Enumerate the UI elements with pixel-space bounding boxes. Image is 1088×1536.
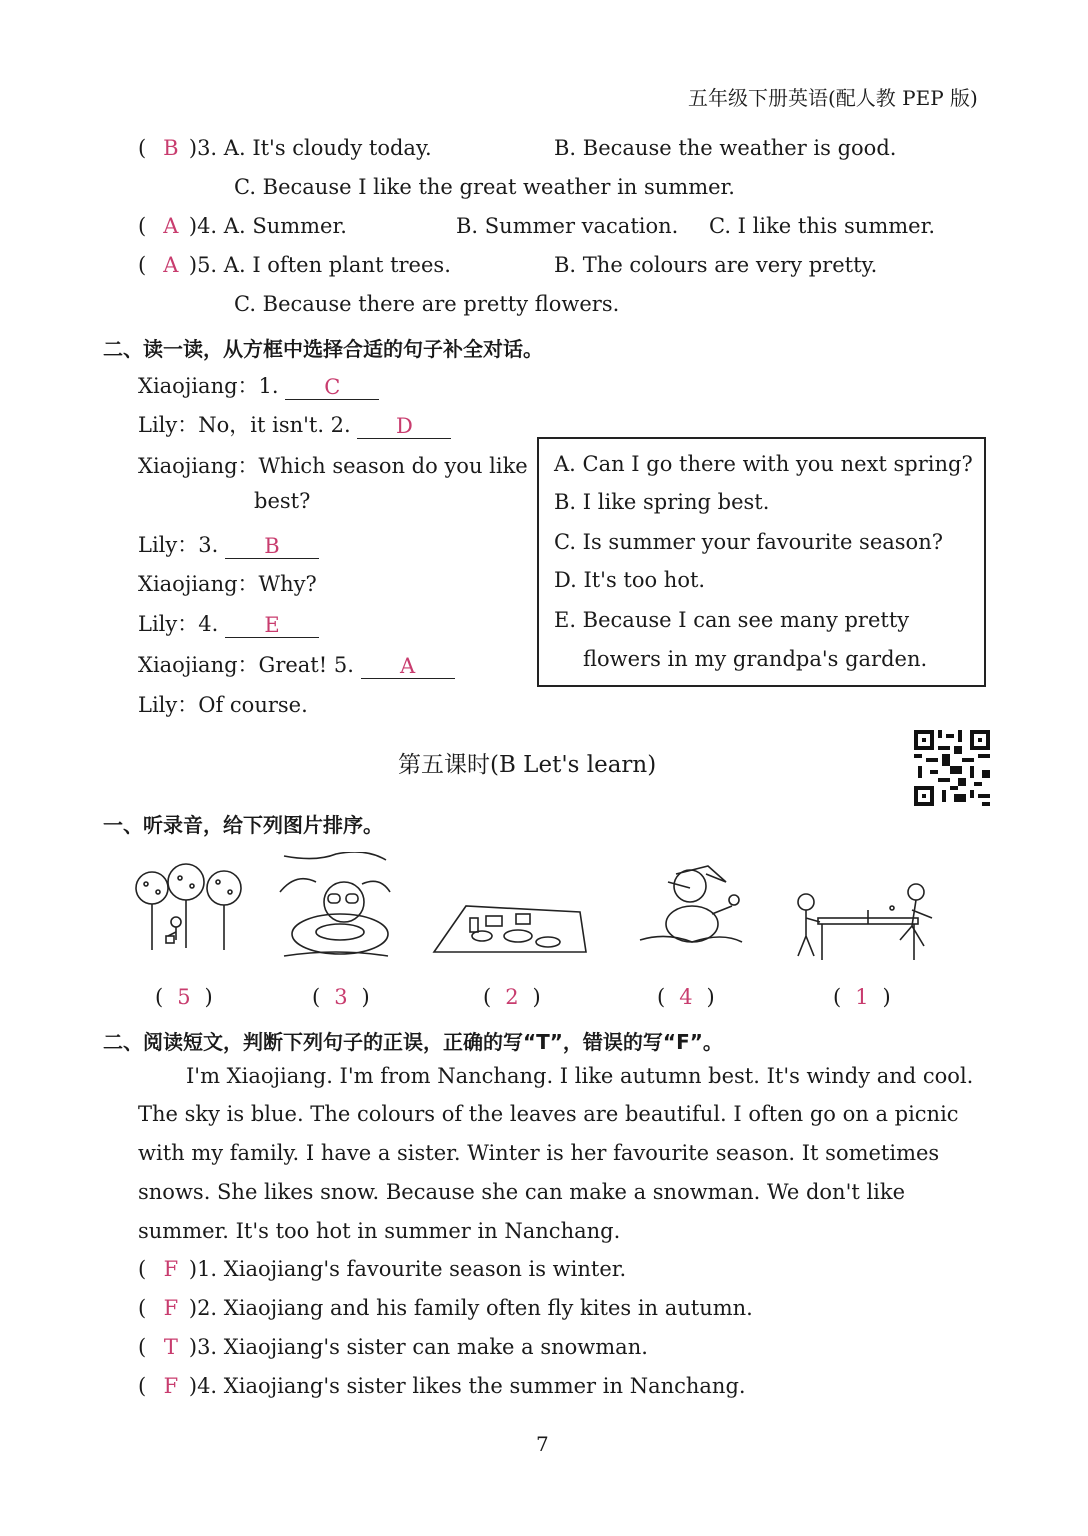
question-text: )2. Xiaojiang and his family often fly kites in autumn. bbox=[188, 1296, 753, 1320]
picture-answer: ( 2 ) bbox=[483, 985, 541, 1009]
picture-answer: ( 5 ) bbox=[155, 985, 213, 1009]
answer-mark: F bbox=[163, 1296, 179, 1320]
option-item: D. It's too hot. bbox=[554, 568, 706, 592]
answer-blank: D bbox=[357, 414, 451, 439]
line-text: 4. bbox=[198, 612, 219, 636]
picture-answer: ( 3 ) bbox=[312, 985, 370, 1009]
option-c: C. I like this summer. bbox=[709, 214, 935, 238]
answer-mark: A bbox=[163, 214, 179, 238]
picture-answer: ( 1 ) bbox=[833, 985, 891, 1009]
option-a: A. Summer. bbox=[223, 214, 347, 238]
choice-row-4: ( A )4. A. Summer. bbox=[138, 214, 347, 238]
lesson-title: 第五课时(B Let's learn) bbox=[398, 752, 657, 778]
answer-mark: 2 bbox=[505, 985, 519, 1009]
option-a: A. I often plant trees. bbox=[223, 253, 451, 277]
passage-line: summer. It's too hot in summer in Nanchang. bbox=[138, 1219, 621, 1243]
question-number: )3. bbox=[188, 136, 218, 160]
speaker: Lily： bbox=[138, 413, 199, 437]
line-text: Great! 5. bbox=[258, 653, 354, 677]
tf-question: ( F )2. Xiaojiang and his family often fly kites in autumn. bbox=[138, 1296, 753, 1320]
speaker: Xiaojiang： bbox=[138, 454, 259, 478]
answer-blank: C bbox=[285, 375, 379, 400]
choice-row-3: ( B )3. A. It's cloudy today. bbox=[138, 136, 432, 160]
tf-question: ( T )3. Xiaojiang's sister can make a snowman. bbox=[138, 1335, 648, 1359]
question-text: )1. Xiaojiang's favourite season is winter. bbox=[188, 1257, 627, 1281]
option-item: B. I like spring best. bbox=[554, 490, 770, 514]
speaker: Xiaojiang： bbox=[138, 572, 259, 596]
speaker: Xiaojiang： bbox=[138, 653, 259, 677]
passage-line: with my family. I have a sister. Winter is her favourite season. It sometimes bbox=[138, 1141, 940, 1165]
dialogue-line-6 bbox=[138, 608, 319, 638]
option-item: E. Because I can see many pretty bbox=[554, 608, 910, 632]
passage-line: The sky is blue. The colours of the leaves are beautiful. I often go on a picnic bbox=[138, 1102, 959, 1126]
section-heading: 二、读一读，从方框中选择合适的句子补全对话。 bbox=[103, 337, 543, 361]
option-a: A. It's cloudy today. bbox=[223, 136, 432, 160]
picnic-icon bbox=[430, 898, 590, 956]
section-heading: 一、听录音，给下列图片排序。 bbox=[103, 813, 383, 837]
answer-mark: 1 bbox=[855, 985, 869, 1009]
dialogue-line-4 bbox=[138, 529, 319, 559]
speaker: Lily： bbox=[138, 533, 199, 557]
line-text: Which season do you like bbox=[258, 454, 528, 478]
section-heading: 二、阅读短文，判断下列句子的正误，正确的写“T”，错误的写“F”。 bbox=[103, 1030, 723, 1054]
page-number: 7 bbox=[536, 1432, 549, 1456]
answer-mark: 4 bbox=[679, 985, 693, 1009]
question-text: )4. Xiaojiang's sister likes the summer in Nanchang. bbox=[188, 1374, 746, 1398]
question-number: )4. bbox=[188, 214, 218, 238]
answer-mark: F bbox=[163, 1257, 179, 1281]
dialogue-line-7 bbox=[138, 649, 455, 679]
option-item: C. Is summer your favourite season? bbox=[554, 530, 943, 554]
swimming-icon bbox=[276, 852, 394, 962]
speaker: Lily： bbox=[138, 693, 199, 717]
orchard-picking-icon bbox=[134, 860, 246, 956]
line-text: No，it isn't. 2. bbox=[198, 413, 351, 437]
line-text: Of course. bbox=[198, 693, 308, 717]
dialogue-line-3 bbox=[138, 450, 528, 480]
dialogue-line-1 bbox=[138, 370, 379, 400]
book-header: 五年级下册英语(配人教 PEP 版) bbox=[688, 86, 978, 110]
qr-code[interactable] bbox=[914, 730, 990, 806]
answer-mark: F bbox=[163, 1374, 179, 1398]
option-item: flowers in my grandpa's garden. bbox=[583, 647, 928, 671]
answer-mark: B bbox=[163, 136, 179, 160]
option-c: C. Because there are pretty flowers. bbox=[234, 292, 620, 316]
dialogue-line-3b: best? bbox=[254, 489, 311, 513]
line-text: 1. bbox=[258, 374, 279, 398]
answer-mark: 3 bbox=[334, 985, 348, 1009]
answer-blank: B bbox=[225, 534, 319, 559]
answer-mark: T bbox=[163, 1335, 178, 1359]
answer-blank: A bbox=[361, 654, 455, 679]
choice-row-5: ( A )5. A. I often plant trees. bbox=[138, 253, 451, 277]
speaker: Lily： bbox=[138, 612, 199, 636]
dialogue-line-2 bbox=[138, 409, 451, 439]
passage-line: snows. She likes snow. Because she can make a snowman. We don't like bbox=[138, 1180, 906, 1204]
option-c: C. Because I like the great weather in summer. bbox=[234, 175, 735, 199]
option-b: B. Because the weather is good. bbox=[554, 136, 897, 160]
option-b: B. The colours are very pretty. bbox=[554, 253, 878, 277]
speaker: Xiaojiang： bbox=[138, 374, 259, 398]
question-number: )5. bbox=[188, 253, 218, 277]
dialogue-line-5 bbox=[138, 568, 317, 598]
passage-line: I'm Xiaojiang. I'm from Nanchang. I like autumn best. It's windy and cool. bbox=[186, 1064, 974, 1088]
question-text: )3. Xiaojiang's sister can make a snowman. bbox=[188, 1335, 648, 1359]
snowman-icon bbox=[636, 862, 746, 948]
answer-mark: A bbox=[163, 253, 179, 277]
option-b: B. Summer vacation. bbox=[456, 214, 679, 238]
tf-question: ( F )4. Xiaojiang's sister likes the summer in Nanchang. bbox=[138, 1374, 746, 1398]
answer-blank: E bbox=[225, 613, 319, 638]
dialogue-line-8 bbox=[138, 689, 308, 719]
tf-question: ( F )1. Xiaojiang's favourite season is winter. bbox=[138, 1257, 627, 1281]
line-text: Why? bbox=[258, 572, 317, 596]
answer-mark: 5 bbox=[177, 985, 191, 1009]
ping-pong-icon bbox=[792, 880, 944, 966]
option-item: A. Can I go there with you next spring? bbox=[554, 452, 973, 476]
line-text: 3. bbox=[198, 533, 219, 557]
picture-answer: ( 4 ) bbox=[657, 985, 715, 1009]
